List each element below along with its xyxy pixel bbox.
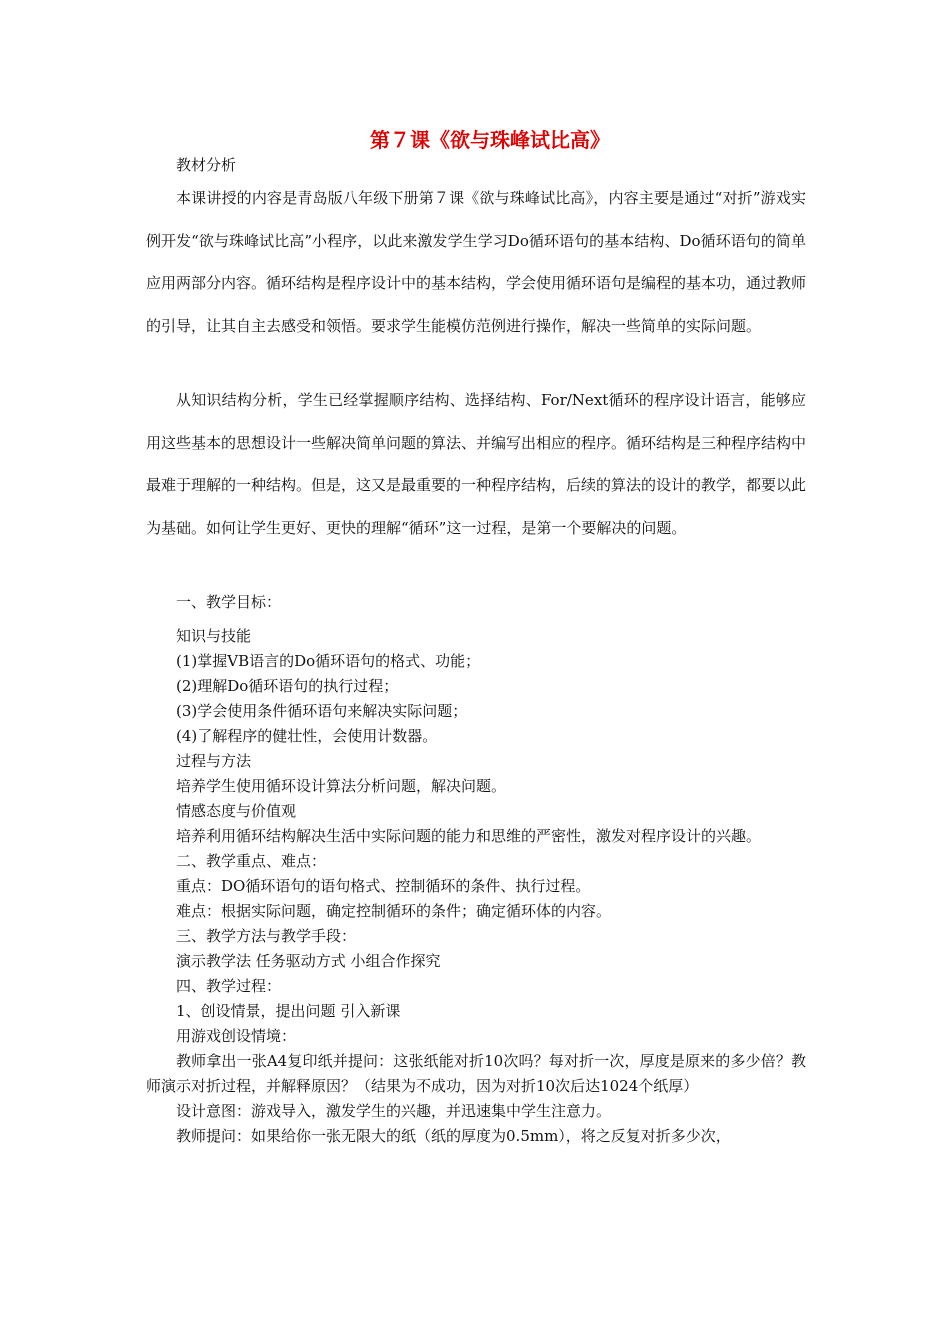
list-item: (3)学会使用条件循环语句来解决实际问题； [176,702,468,720]
list-item: 重点：DO循环语句的语句格式、控制循环的条件、执行过程。 [176,877,591,895]
page-title: 第７课《欲与珠峰试比高》 [370,128,610,152]
section-heading-analysis: 教材分析 [176,156,237,174]
list-item: 三、教学方法与教学手段： [176,927,357,945]
paragraph-knowledge-structure: 从知识结构分析，学生已经掌握顺序结构、选择结构、For/Next循环的程序设计语言，能够应用这些基本的思想设计一些解决简单问题的算法、并编写出相应的程序。循环结构是三种程序结构中最难于理解的一种结构。但是，这又是最重要的一种程序结构，后续的算法的设计的教学，都要以此为基础。如何让学生更好、更快的理解“循环”这一过程，是第一个要解决的问题。 [146,391,807,537]
list-item: (1)掌握VB语言的Do循环语句的格式、功能； [176,652,481,670]
list-item: 知识与技能 [176,627,252,645]
list-item: 情感态度与价值观 [176,802,297,820]
list-item: 难点：根据实际问题，确定控制循环的条件；确定循环体的内容。 [176,902,612,920]
list-item: 二、教学重点、难点： [176,852,327,870]
goals-list [146,624,806,1149]
list-item: 培养学生使用循环设计算法分析问题，解决问题。 [176,777,507,795]
goals-heading-text: 一、教学目标： [176,593,282,611]
paragraph-emotion: 培养利用循环结构解决生活中实际问题的能力和思维的严密性，激发对程序设计的兴趣。 [176,827,762,845]
paragraph-teacher-question: 教师提问：如果给你一张无限大的纸（纸的厚度为0.5mm），将之反复对折多少次， [176,1127,731,1145]
list-item: (2)理解Do循环语句的执行过程； [176,677,399,695]
goals-heading [146,590,806,615]
paragraph-design-intent: 设计意图：游戏导入，激发学生的兴趣，并迅速集中学生注意力。 [176,1102,612,1120]
paragraph-intro: 本课讲授的内容是青岛版八年级下册第７课《欲与珠峰试比高》，内容主要是通过“对折”游戏实例开发“欲与珠峰试比高”小程序，以此来激发学生学习Do循环语句的基本结构、Do循环语句的简单应用两部分内容。循环结构是程序设计中的基本结构，学会使用循环语句是编程的基本功，通过教师的引导，让其自主去感受和领悟。要求学生能模仿范例进行操作，解决一些简单的实际问题。 [146,189,807,335]
list-item: 演示教学法 任务驱动方式 小组合作探究 [176,952,441,970]
list-item: (4)了解程序的健壮性，会使用计数器。 [176,727,438,745]
list-item: 四、教学过程： [176,977,282,995]
list-item: 用游戏创设情境： [176,1027,297,1045]
paragraph-teacher-demo: 教师拿出一张A4复印纸并提问：这张纸能对折10次吗？每对折一次，厚度是原来的多少倍？教师演示对折过程，并解释原因？（结果为不成功，因为对折10次后达1024个纸厚） [146,1052,806,1095]
list-item: 过程与方法 [176,752,252,770]
list-item: 1、创设情景，提出问题 引入新课 [176,1002,401,1020]
